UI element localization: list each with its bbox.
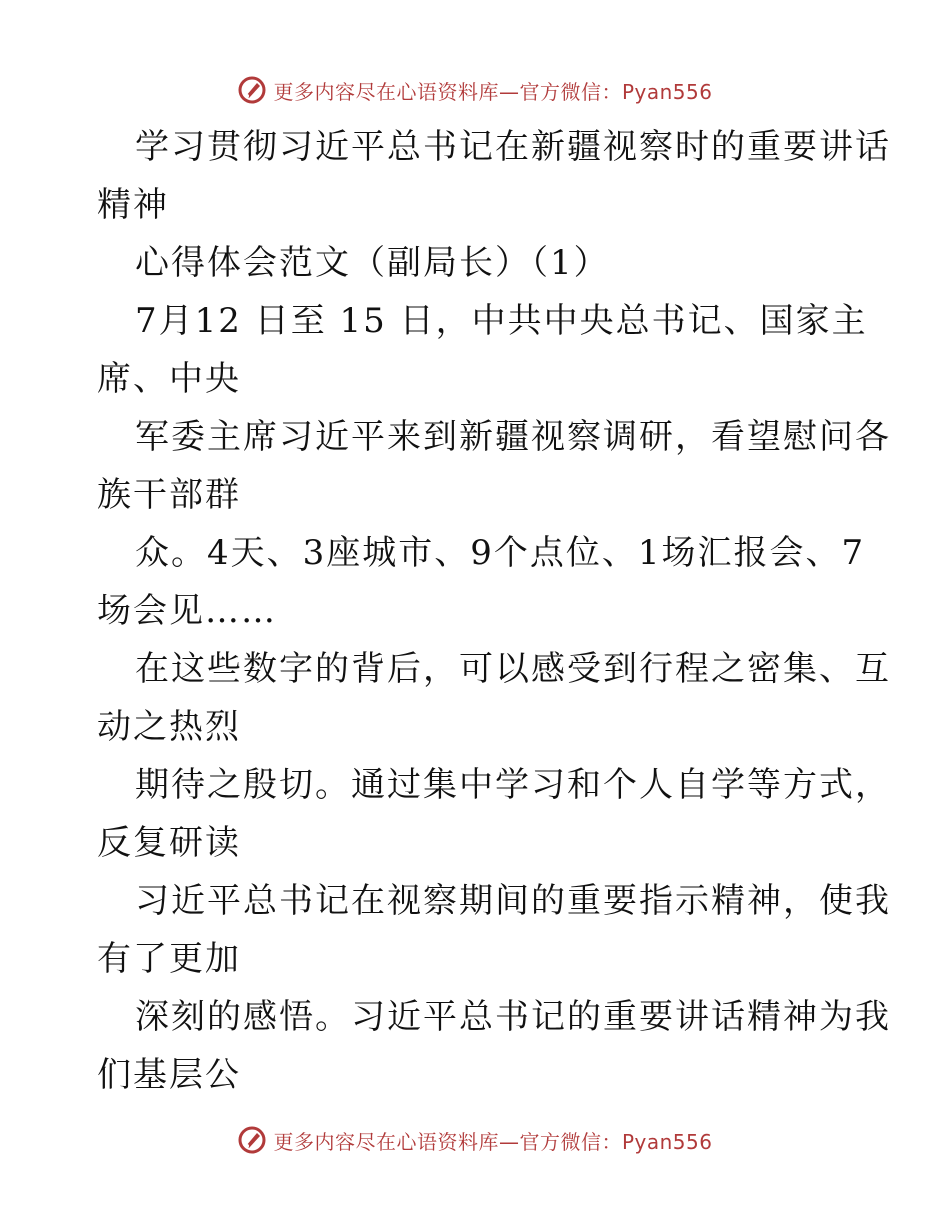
text-line: 在这些数字的背后，可以感受到行程之密集、互 [135, 649, 891, 689]
text-line: 心得体会范文（副局长）（1） [135, 243, 610, 283]
watermark-text: 更多内容尽在心语资料库—官方微信：Pyan556 [273, 79, 713, 104]
text-line: 深刻的感悟。习近平总书记的重要讲话精神为我 [135, 997, 891, 1037]
text-line: 动之热烈 [97, 707, 241, 747]
text-line: 精神 [97, 185, 169, 225]
text-line: 有了更加 [97, 939, 241, 979]
pen-logo-icon [237, 75, 267, 105]
text-line: 习近平总书记在视察期间的重要指示精神，使我 [135, 881, 891, 921]
text-line: 场会见…… [97, 591, 277, 631]
text-line: 学习贯彻习近平总书记在新疆视察时的重要讲话 [135, 127, 891, 167]
footer-watermark [0, 1122, 950, 1158]
watermark-text: 更多内容尽在心语资料库—官方微信：Pyan556 [273, 1129, 713, 1154]
text-line: 族干部群 [97, 475, 241, 515]
text-line: 众。4天、3座城市、9个点位、1场汇报会、7 [135, 533, 866, 573]
text-line: 反复研读 [97, 823, 241, 863]
header-watermark [0, 72, 950, 108]
text-line: 军委主席习近平来到新疆视察调研，看望慰问各 [135, 417, 891, 457]
text-line: 7月12 日至 15 日，中共中央总书记、国家主 [135, 301, 868, 341]
text-line: 们基层公 [97, 1055, 241, 1095]
pen-logo-icon [237, 1125, 267, 1155]
text-line: 期待之殷切。通过集中学习和个人自学等方式， [135, 765, 891, 805]
document-body [97, 118, 891, 1104]
text-line: 席、中央 [97, 359, 241, 399]
